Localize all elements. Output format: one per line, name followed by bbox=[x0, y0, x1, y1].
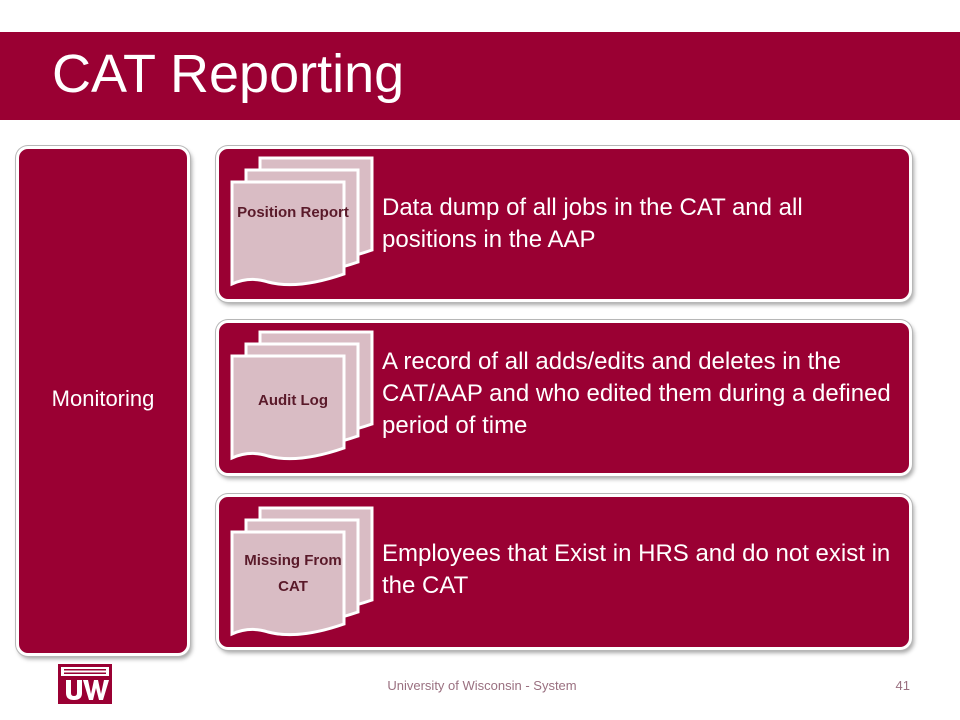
monitoring-label: Monitoring bbox=[51, 386, 155, 411]
footer-university-text: University of Wisconsin - System bbox=[387, 678, 577, 693]
page-number: 41 bbox=[895, 678, 910, 693]
position-report-label: Position Report bbox=[237, 204, 349, 221]
slide-title: CAT Reporting bbox=[52, 44, 405, 104]
missing-from-cat-description: Employees that Exist in HRS and do not exist in the CAT bbox=[382, 540, 891, 599]
uw-system-logo bbox=[58, 664, 112, 704]
position-report-description: Data dump of all jobs in the CAT and all positions in the AAP bbox=[382, 194, 803, 253]
missing-from-cat-label: Missing From CAT bbox=[244, 552, 342, 595]
audit-log-label: Audit Log bbox=[258, 392, 328, 409]
audit-log-description: A record of all adds/edits and deletes in the CAT/AAP and who edited them during a defined period of time bbox=[382, 348, 891, 439]
